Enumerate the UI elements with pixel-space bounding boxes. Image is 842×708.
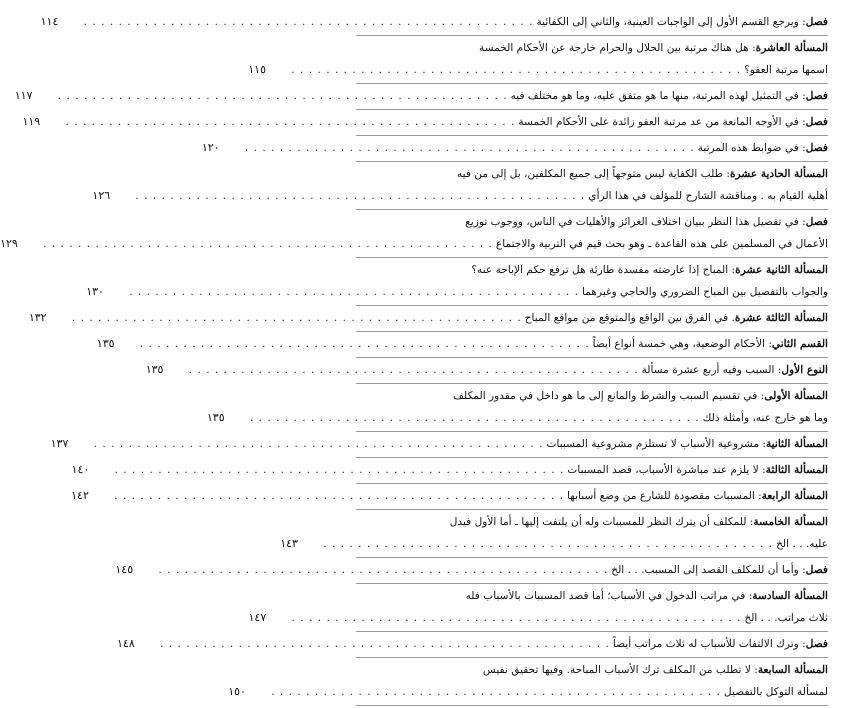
page-number[interactable]: ١٢٦ [92, 189, 111, 202]
toc-entry-text: والجواب بالتفصيل بين المباح الضروري والحاجي وغيرهما [582, 286, 828, 298]
toc-line-text [518, 111, 828, 133]
toc-entry [71, 484, 828, 510]
toc-entry-label: فصل [805, 142, 828, 154]
toc-line [356, 211, 828, 233]
toc-entry-label: المسألة الثانية [766, 438, 828, 450]
dot-leader [132, 185, 588, 207]
toc-line [117, 633, 828, 655]
toc-entry-label: فصل [805, 216, 828, 228]
dot-leader [247, 407, 703, 429]
toc-line-text [567, 459, 828, 481]
toc-entry [201, 136, 828, 162]
toc-line [201, 137, 828, 159]
toc-entry [280, 510, 828, 558]
toc-entry [22, 110, 828, 136]
page-number[interactable]: ١٣٠ [86, 285, 104, 298]
toc-line [92, 185, 828, 207]
toc-line [356, 37, 828, 59]
toc-line-text [776, 533, 828, 555]
dot-leader [112, 459, 568, 481]
dot-leader [40, 233, 496, 255]
toc-entry-label: المسألة الحادية عشرة [729, 168, 828, 180]
toc-line [356, 659, 828, 681]
dot-leader [69, 307, 525, 329]
toc-line-text [466, 585, 828, 607]
toc-entry-text: : الأحكام الوضعية، وهي خمسة أنواع أيضاً [592, 338, 772, 350]
toc-entry-text: . في الفرق بين الواقع والمتوقع من مواقع المباح [524, 312, 735, 324]
toc-entry-label: فصل [805, 116, 828, 128]
toc-entry-text: : السبب وفيه أربع عشرة مسألة [641, 364, 782, 376]
toc-line [228, 681, 828, 703]
toc-entry [0, 210, 828, 258]
toc-line-text [511, 85, 828, 107]
toc-entry-text: : في الأوجه المانعة من عد مرتبة العفو زائدة على الأحكام الخمسة [518, 116, 806, 128]
dot-leader [186, 359, 642, 381]
toc-line-text [536, 11, 828, 33]
page-number[interactable]: ١٣٥ [206, 411, 225, 424]
page-number[interactable]: ١٥٠ [228, 685, 246, 698]
dot-leader [55, 85, 511, 107]
page-number[interactable]: ١٢٠ [201, 141, 220, 154]
toc-line [86, 281, 828, 303]
page-number[interactable]: ١٣٥ [145, 363, 164, 376]
toc-entry-label: المسألة الثالثة عشرة [734, 312, 828, 324]
toc-entry [92, 162, 828, 210]
toc-line [71, 485, 828, 507]
toc-entry-text: : مشروعية الأسباب لا تستلزم مشروعية المسببات [546, 438, 766, 450]
toc-line [280, 533, 828, 555]
toc-entry [115, 558, 828, 584]
toc-entry-text: : وترك الالتفات للأسباب له ثلاث مراتب أيضاً [612, 638, 806, 650]
toc-line-text [496, 233, 828, 255]
toc-entry-label: المسألة الرابعة [761, 490, 828, 502]
dot-leader [288, 59, 744, 81]
toc-line [0, 233, 828, 255]
toc-entry-label: فصل [805, 638, 828, 650]
toc-line [248, 59, 828, 81]
toc-entry-text: : المسببات مقصودة للشارع من وضع أسبابها [567, 490, 762, 502]
toc-line-text [465, 211, 828, 233]
toc-entry [86, 258, 828, 306]
toc-line [14, 85, 828, 107]
toc-entry-text: : في التمثيل لهذه المرتبة، منها ما هو متفق عليه، وما هو مختلف فيه [510, 90, 806, 102]
page-number[interactable]: ١٣٢ [28, 311, 47, 324]
toc-line [28, 307, 828, 329]
toc-entry-text: لمسألة التوكل بالتفصيل [724, 686, 828, 698]
page-number[interactable]: ١٤٠ [71, 463, 90, 476]
toc-line-text [547, 433, 829, 455]
dot-leader [268, 681, 724, 703]
toc-line-text [453, 385, 828, 407]
toc-line [50, 433, 828, 455]
toc-line-text [588, 185, 828, 207]
toc-line-text [450, 511, 828, 533]
toc-entry [145, 358, 828, 384]
toc-entry-label: فصل [805, 16, 828, 28]
dot-leader [242, 137, 698, 159]
toc-entry-text: اسمها مرتبة العفو؟ [744, 64, 828, 76]
toc-entry-text: أهلية القيام به . ومناقشة الشارح للمؤلف في هذا الرأي [588, 190, 828, 202]
toc-line [356, 385, 828, 407]
toc-entry [206, 384, 828, 432]
toc-entry [28, 306, 828, 332]
toc-entry-label: النوع الأول [781, 364, 828, 376]
toc-line-text [479, 37, 828, 59]
dot-leader [155, 559, 611, 581]
toc-entry-text: : المباح إذا عارضته مفسدة طارئة هل ترفع حكم الإباحة عنه؟ [471, 264, 736, 276]
toc-line [96, 333, 828, 355]
page-number[interactable]: ١١٥ [248, 63, 266, 76]
toc-line-text [642, 359, 828, 381]
toc-line-text [744, 59, 828, 81]
toc-entry [71, 458, 828, 484]
toc-entry-text: وما هو خارج عنه، وأمثلة ذلك [702, 412, 828, 424]
toc-entry-text: : في تفصيل هذا النظر ببيان اختلاف الغرائز والأهليات في الناس، ووجوب توزيع [465, 216, 806, 228]
toc-entry-label: المسألة السادسة [752, 590, 828, 602]
page-number[interactable]: ١٤٢ [71, 489, 89, 502]
dot-leader [137, 333, 593, 355]
toc-entry [228, 658, 828, 706]
toc-line [356, 259, 828, 281]
toc-entry-label: القسم الثاني [771, 338, 828, 350]
toc-entry-text: : طلب الكفاية ليس متوجهاً إلى جميع المكلفين، بل إلى من فيه [457, 168, 730, 180]
toc-entry [14, 84, 828, 110]
toc-entry-label: المسألة الأولى [764, 390, 828, 402]
toc-entry-text: ثلاث مراتب. . . الخ [744, 612, 828, 624]
toc-entry [40, 10, 828, 36]
toc-entry-label: فصل [805, 90, 828, 102]
toc-entry [117, 632, 828, 658]
toc-entry-text: : ويرجع القسم الأول إلى الواجبات العينية، والثاني إلى الكفائية [536, 16, 806, 28]
page-number[interactable]: ١٤٣ [280, 537, 298, 550]
toc-line [22, 111, 828, 133]
dot-leader [289, 607, 745, 629]
toc-entry-text: عليه. . . الخ [776, 538, 828, 550]
page-number[interactable]: ١١٤ [40, 15, 59, 28]
toc-line-text [613, 633, 828, 655]
toc-entry-text: الأعمال في المسلمين على هذه القاعدة ـ وهو بحث قيم في التربية والاجتماع [495, 238, 828, 250]
toc-entry-label: المسألة العاشرة [755, 42, 828, 54]
page-number[interactable]: ١١٧ [14, 89, 33, 102]
toc-line [40, 11, 828, 33]
toc-entry-text: : للمكلف أن يترك النظر للمسببات وله أن يلتفت إليها ـ أما الأول فيدل [449, 516, 754, 528]
toc-line [356, 163, 828, 185]
dot-leader [62, 111, 518, 133]
toc-line-text [698, 137, 828, 159]
toc-entry [248, 584, 828, 632]
dot-leader [157, 633, 613, 655]
page-number[interactable]: ١٢٩ [0, 237, 18, 250]
toc-line [115, 559, 828, 581]
toc-line-text [724, 681, 828, 703]
page-number[interactable]: ١٣٥ [96, 337, 115, 350]
toc-line [248, 607, 828, 629]
toc-line-text [611, 559, 828, 581]
toc-line-text [593, 333, 828, 355]
dot-leader [111, 485, 567, 507]
page-number[interactable]: ١٤٥ [115, 563, 134, 576]
dot-leader [81, 11, 537, 33]
dot-leader [126, 281, 582, 303]
toc-line [71, 459, 828, 481]
dot-leader [91, 433, 547, 455]
toc-entry-label: المسألة الثالثة [765, 464, 828, 476]
toc-entry-text: : هل هناك مرتبة بين الحلال والحرام خارجة عن الأحكام الخمسة [479, 42, 756, 54]
toc-line-text [703, 407, 828, 429]
dot-leader [320, 533, 776, 555]
toc-entry-text: : وأما أن للمكلف القصد إلى المسبب. . . الخ [611, 564, 806, 576]
page-number[interactable]: ١٤٨ [117, 637, 135, 650]
toc-line-text [567, 485, 828, 507]
toc-entry [50, 432, 828, 458]
toc-entry-text: : في ضوابط هذه المرتبة [697, 142, 806, 154]
toc-entry-label: المسألة الثانية عشرة [735, 264, 828, 276]
toc-entry-text: : في مراتب الدخول في الأسباب؛ أما قصد المسببات بالأسباب فله [465, 590, 753, 602]
toc-line-text [471, 259, 828, 281]
toc-line [206, 407, 828, 429]
toc-entry-text: : لا تطلب من المكلف ترك الأسباب المباحة. وفيها تحقيق نفيس [482, 664, 758, 676]
toc-line-text [483, 659, 828, 681]
toc-line [145, 359, 828, 381]
toc-entry-text: : لا يلزم عند مباشرة الأسباب، قصد المسببات [567, 464, 766, 476]
toc-entry-label: المسألة السابعة [757, 664, 828, 676]
toc-line-text [457, 163, 828, 185]
page-number[interactable]: ١٣٧ [50, 437, 69, 450]
toc-line [356, 585, 828, 607]
toc-entry-label: المسألة الخامسة [753, 516, 828, 528]
toc-entry [248, 36, 828, 84]
toc-entry-text: : في تقسيم السبب والشرط والمانع إلى ما هو داخل في مقدور المكلف [453, 390, 765, 402]
toc-entry-label: فصل [805, 564, 828, 576]
page-number[interactable]: ١٤٧ [248, 611, 267, 624]
toc-line-text [582, 281, 828, 303]
page-number[interactable]: ١١٩ [22, 115, 41, 128]
toc-line-text [744, 607, 828, 629]
toc-line [356, 511, 828, 533]
toc-entry [96, 332, 828, 358]
toc-line-text [525, 307, 828, 329]
